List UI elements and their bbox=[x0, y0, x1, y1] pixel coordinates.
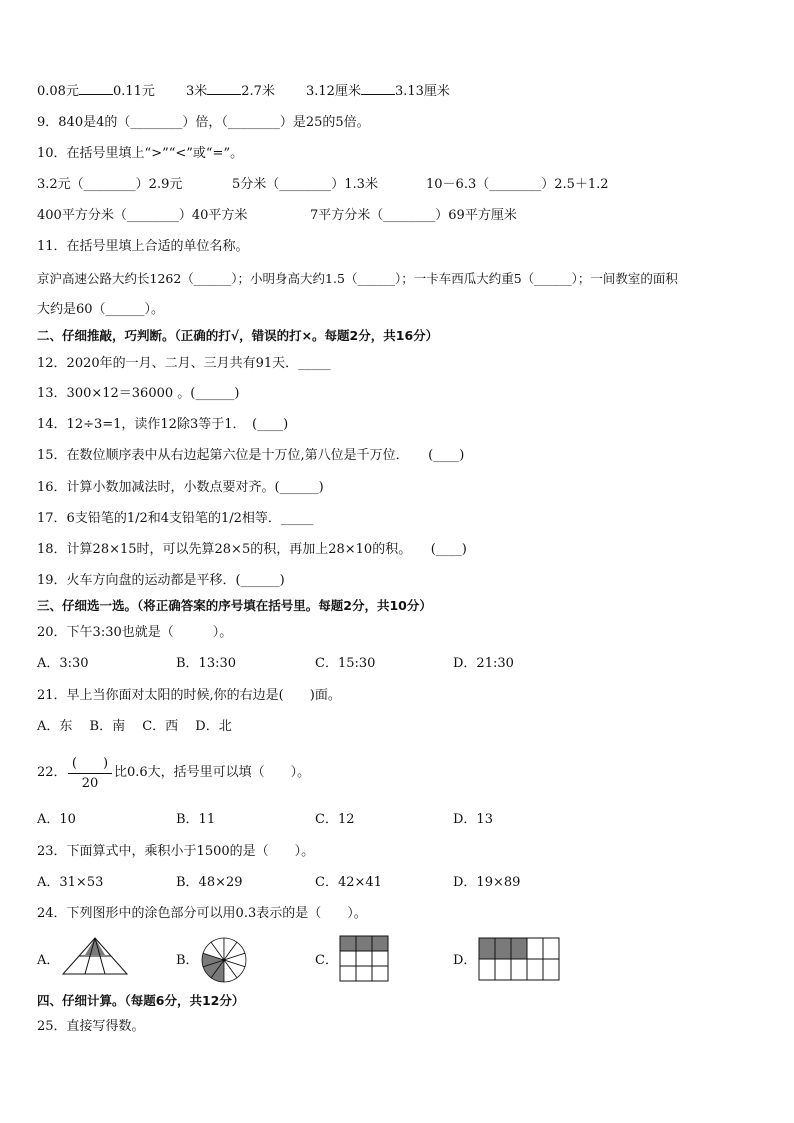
question-11-line-2: 大约是60（______）。 bbox=[37, 302, 165, 317]
q22-option-c: C．12 bbox=[315, 812, 355, 827]
q24-option-c: C． bbox=[315, 953, 338, 968]
q22-fraction bbox=[68, 752, 112, 796]
q24-option-d: D． bbox=[453, 953, 477, 968]
question-23: 23．下面算式中，乘积小于1500的是（ ）。 bbox=[37, 844, 315, 859]
question-25: 25．直接写得数。 bbox=[37, 1019, 145, 1034]
q23-option-c: C．42×41 bbox=[315, 875, 382, 890]
q22-option-a: A．10 bbox=[37, 812, 76, 827]
q20-option-b: B．13:30 bbox=[176, 656, 237, 671]
question-14: 14．12÷3=1，读作12除3等于1． (____) bbox=[37, 417, 289, 432]
q23-option-a: A．31×53 bbox=[37, 875, 104, 890]
grid-3x3-figure bbox=[339, 935, 389, 982]
question-20: 20．下午3:30也就是（ ）。 bbox=[37, 625, 233, 640]
l1-item-a: 0.08元 0.11元 bbox=[37, 84, 155, 99]
question-16: 16．计算小数加减法时，小数点要对齐。(______) bbox=[37, 480, 324, 495]
question-9: 9．840是4的（________）倍，（________）是25的5倍。 bbox=[37, 115, 370, 130]
q20-option-d: D．21:30 bbox=[453, 656, 514, 671]
q22-option-b: B．11 bbox=[176, 812, 216, 827]
question-11-line-1: 京沪高速公路大约长1262（______）；小明身高大约1.5（______）；一卡车西瓜大约重5（______）；一间教室的面积 bbox=[37, 271, 678, 286]
q22-option-d: D．13 bbox=[453, 812, 493, 827]
question-13: 13．300×12＝36000 。(______) bbox=[37, 386, 240, 401]
section-2-heading: 二、仔细推敲，巧判断。（正确的打√，错误的打×。每题2分，共16分） bbox=[37, 328, 439, 343]
question-22-number: 22． bbox=[37, 765, 67, 780]
q22-fraction-numerator: ( ) bbox=[71, 756, 109, 771]
q10-item-2: 5分米（________）1.3米 bbox=[232, 177, 378, 192]
q10-item-3: 10－6.3（________）2.5＋1.2 bbox=[426, 177, 609, 192]
question-11: 11．在括号里填上合适的单位名称。 bbox=[37, 239, 249, 254]
section-3-heading: 三、仔细选一选。（将正确答案的序号填在括号里。每题2分，共10分） bbox=[37, 598, 432, 613]
q10-item-1: 3.2元（________）2.9元 bbox=[37, 177, 183, 192]
q24-option-a: A． bbox=[37, 953, 60, 968]
triangle-figure bbox=[60, 936, 130, 976]
l1-item-b: 3米 2.7米 bbox=[186, 84, 275, 99]
q20-option-a: A．3:30 bbox=[37, 656, 89, 671]
question-15: 15．在数位顺序表中从右边起第六位是十万位,第八位是千万位． (____) bbox=[37, 448, 465, 463]
q22-fraction-denominator: 20 bbox=[81, 776, 99, 791]
q10-item-4: 400平方分米（________）40平方米 bbox=[37, 208, 248, 223]
grid-5x2-figure bbox=[478, 937, 560, 981]
q24-option-b: B． bbox=[176, 953, 199, 968]
q23-option-d: D．19×89 bbox=[453, 875, 521, 890]
question-19: 19．火车方向盘的运动都是平移．(______) bbox=[37, 573, 285, 588]
question-21: 21．早上当你面对太阳的时候,你的右边是( )面。 bbox=[37, 688, 341, 703]
question-10: 10．在括号里填上“>”“<”或“=”。 bbox=[37, 146, 244, 161]
q23-option-b: B．48×29 bbox=[176, 875, 243, 890]
q22-fraction-bar bbox=[68, 773, 112, 774]
question-12: 12．2020年的一月、二月、三月共有91天．_____ bbox=[37, 356, 331, 371]
section-4-heading: 四、仔细计算。（每题6分，共12分） bbox=[37, 993, 245, 1008]
l1-item-c: 3.12厘米 3.13厘米 bbox=[306, 84, 450, 99]
question-24: 24．下列图形中的涂色部分可以用0.3表示的是（ ）。 bbox=[37, 906, 367, 921]
question-22-text: 比0.6大，括号里可以填（ ）。 bbox=[114, 765, 311, 780]
q20-option-c: C．15:30 bbox=[315, 656, 376, 671]
circle-figure bbox=[200, 936, 248, 984]
question-18: 18．计算28×15时，可以先算28×5的积，再加上28×10的积。 (____) bbox=[37, 542, 467, 557]
q21-options: A．东 B．南 C．西 D．北 bbox=[37, 719, 232, 734]
q10-item-5: 7平方分米（________）69平方厘米 bbox=[310, 208, 517, 223]
question-17: 17．6支铅笔的1/2和4支铅笔的1/2相等．_____ bbox=[37, 511, 314, 526]
